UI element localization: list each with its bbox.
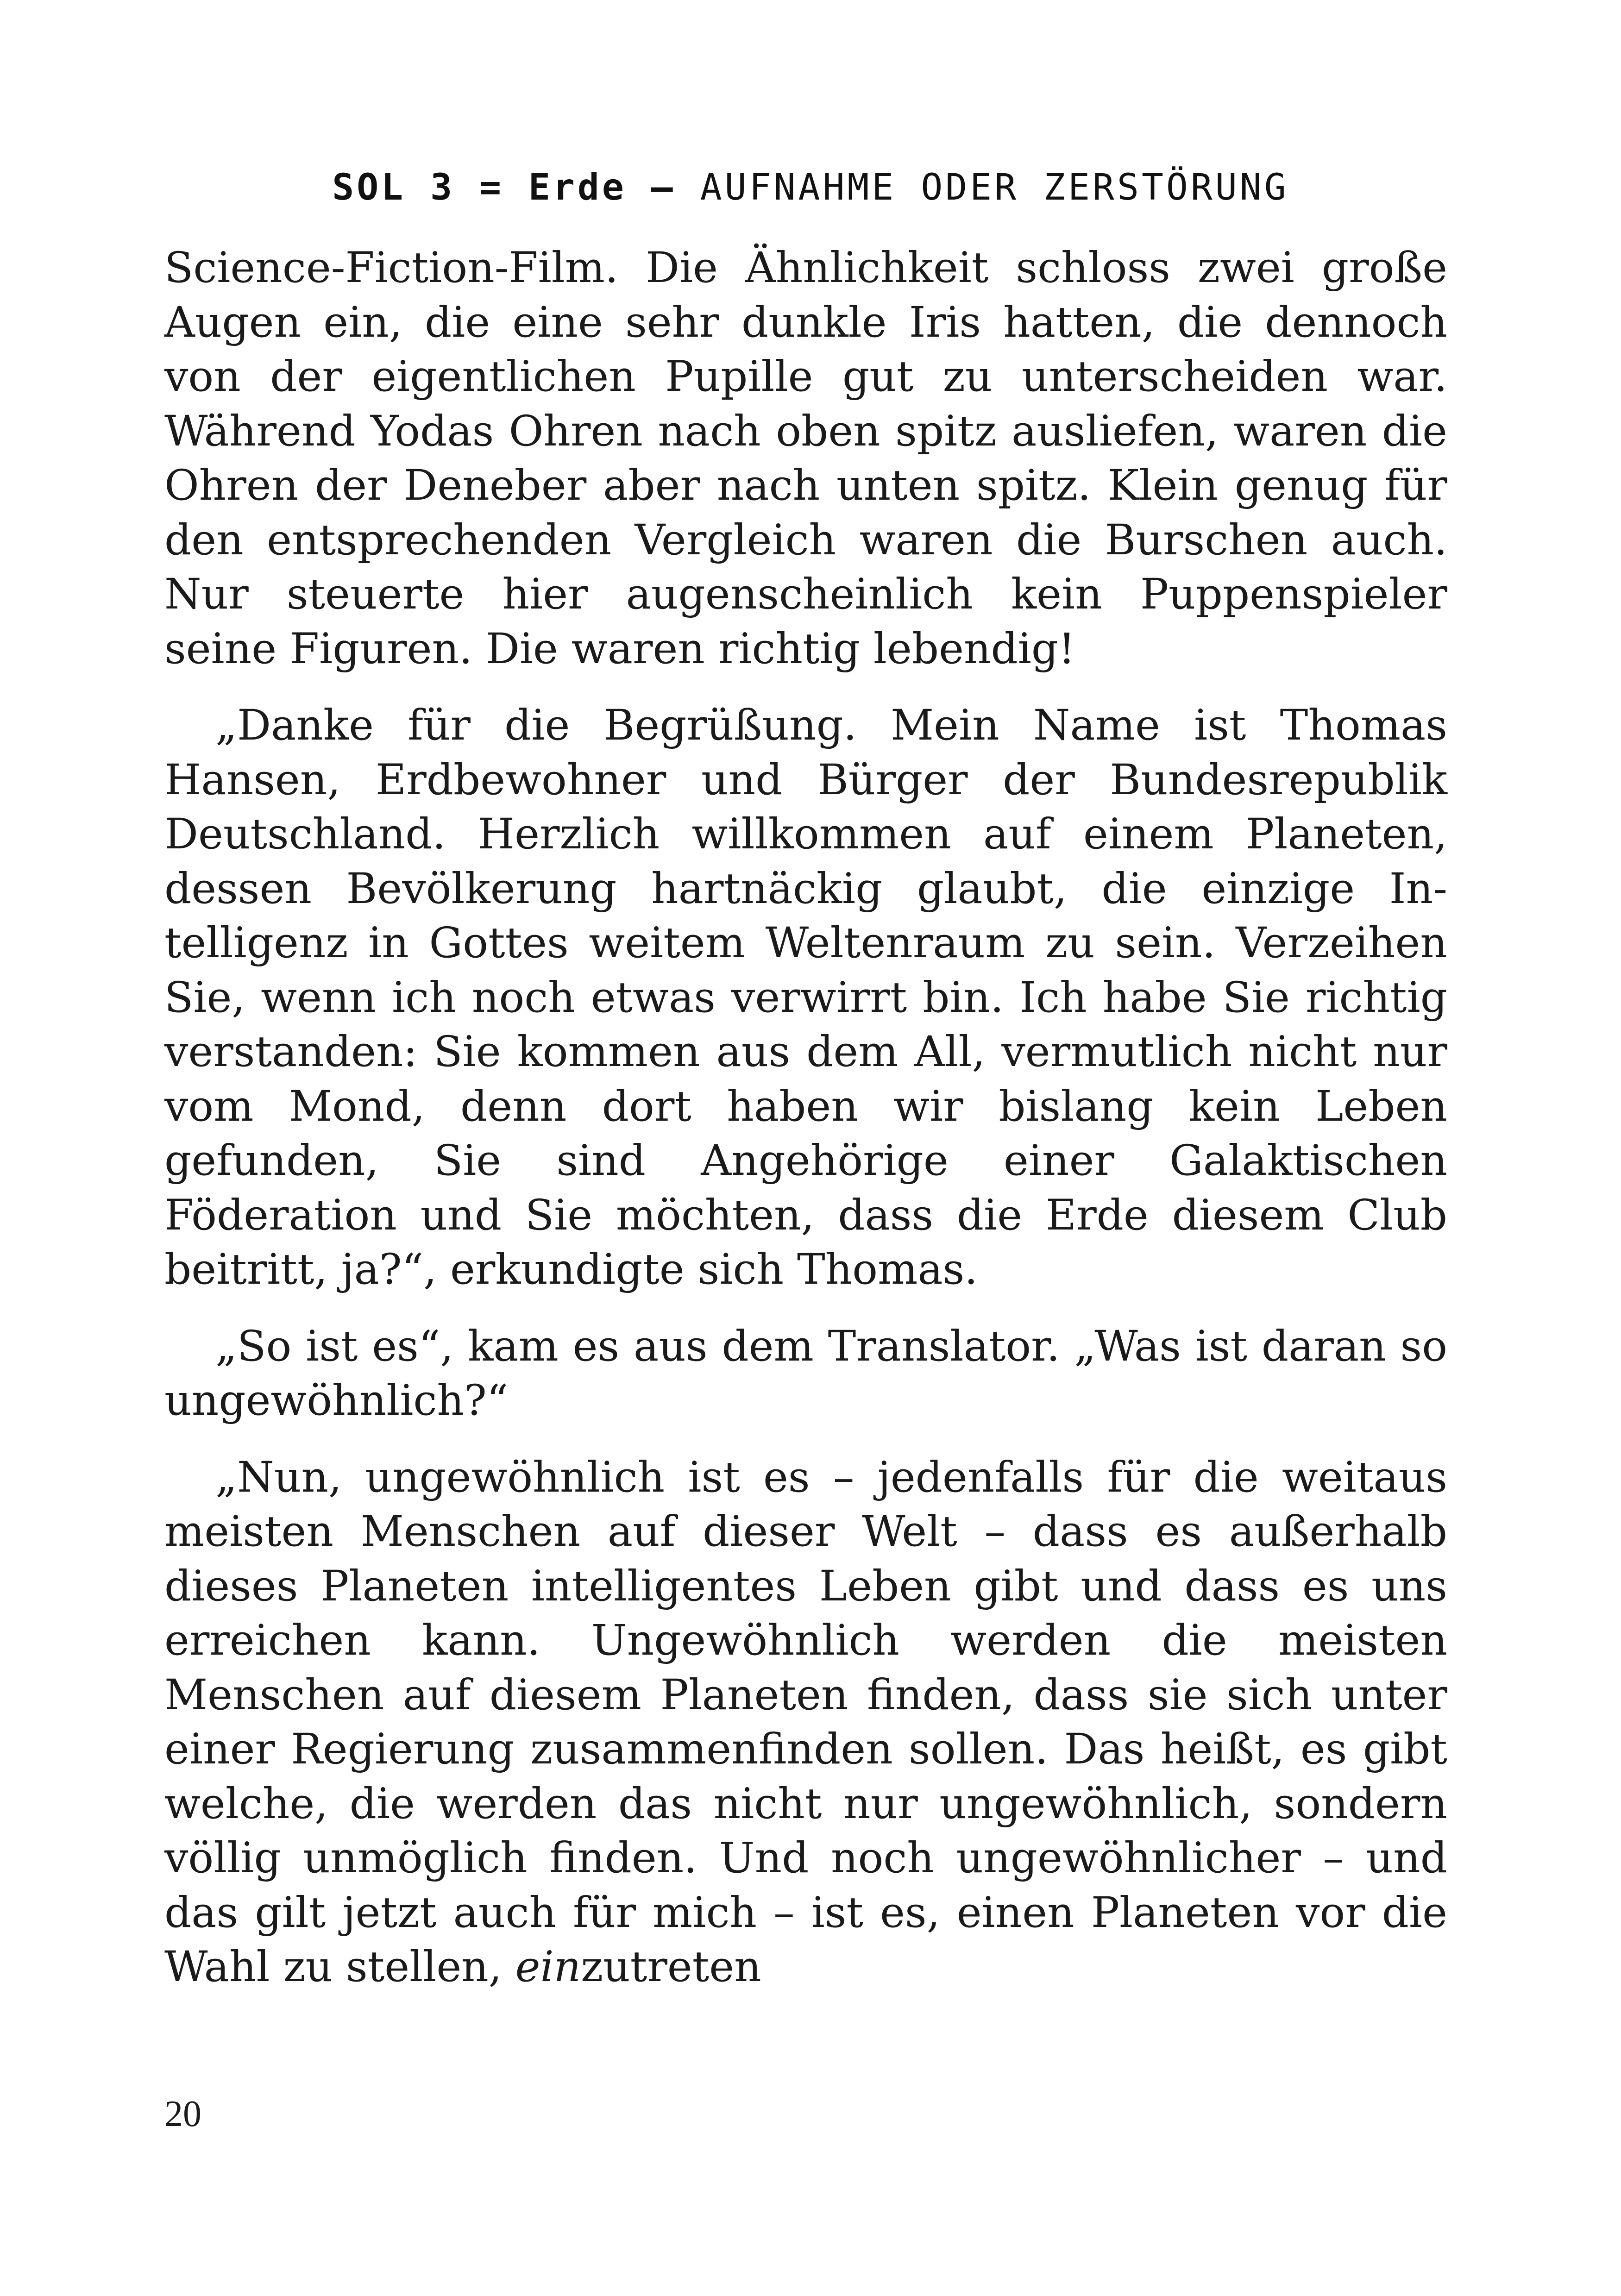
paragraph-1: Science-Fiction-Film. Die Ähnlichkeit schloss zwei große Augen ein, die eine sehr dunkle Iris hatten, die dennoch von der eigentlichen Pupille gut zu unterscheiden war. Während Yodas Ohren nach oben spitz ausliefen, waren die Ohren der Deneber aber nach unten spitz. Klein genug für den entsprechenden Vergleich waren die Burschen auch. Nur steuerte hier augenscheinlich kein Puppenspieler seine Figuren. Die waren richtig lebendig! [164, 244, 1447, 673]
page-number: 20 [164, 2094, 201, 2134]
body-text [164, 241, 1447, 1995]
paragraph-4-emphasis: ein [515, 1943, 581, 1991]
running-head-part2: AUFNAHME ODER ZERSTÖRUNG [700, 167, 1289, 208]
paragraph-4 [164, 1450, 1447, 1995]
running-head-separator: – [626, 167, 700, 208]
running-head-part1: SOL 3 = Erde [332, 167, 627, 208]
paragraph-2: „Danke für die Begrüßung. Mein Name ist Thomas Hansen, Erdbewohner und Bürger der Bundesrepublik Deutschland. Herzlich willkommen auf einem Planeten, dessen Bevölkerung hartnäckig glaubt, die einzige Intelligenz in Gottes weitem Weltenraum zu sein. Verzeihen Sie, wenn ich noch etwas verwirrt bin. Ich habe Sie richtig verstanden: Sie kommen aus dem All, vermutlich nicht nur vom Mond, denn dort haben wir bislang kein Leben gefunden, Sie sind Angehörige einer Galaktischen Föderation und Sie möchten, dass die Erde diesem Club beitritt, ja?“, erkundigte sich Thomas. [164, 701, 1447, 1294]
paragraph-4-text: „Nun, ungewöhnlich ist es – jedenfalls für die weitaus meisten Menschen auf dieser Welt – dass es außerhalb dieses Planeten intelligentes Leben gibt und dass es uns erreichen kann. Ungewöhnlich werden die meisten Menschen auf diesem Planeten finden, dass sie sich unter einer Regierung zusammenfinden sollen. Das heißt, es gibt welche, die werden das nicht nur ungewöhnlich, sondern völlig unmöglich finden. Und noch ungewöhnlicher – und das gilt jetzt auch für mich – ist es, einen Planeten vor die Wahl zu stellen, [164, 1453, 1447, 1991]
running-head [167, 167, 1454, 208]
paragraph-3: „So ist es“, kam es aus dem Translator. „Was ist daran so ungewöhnlich?“ [164, 1322, 1447, 1425]
paragraph-4-text-end: zutreten [581, 1943, 761, 1991]
